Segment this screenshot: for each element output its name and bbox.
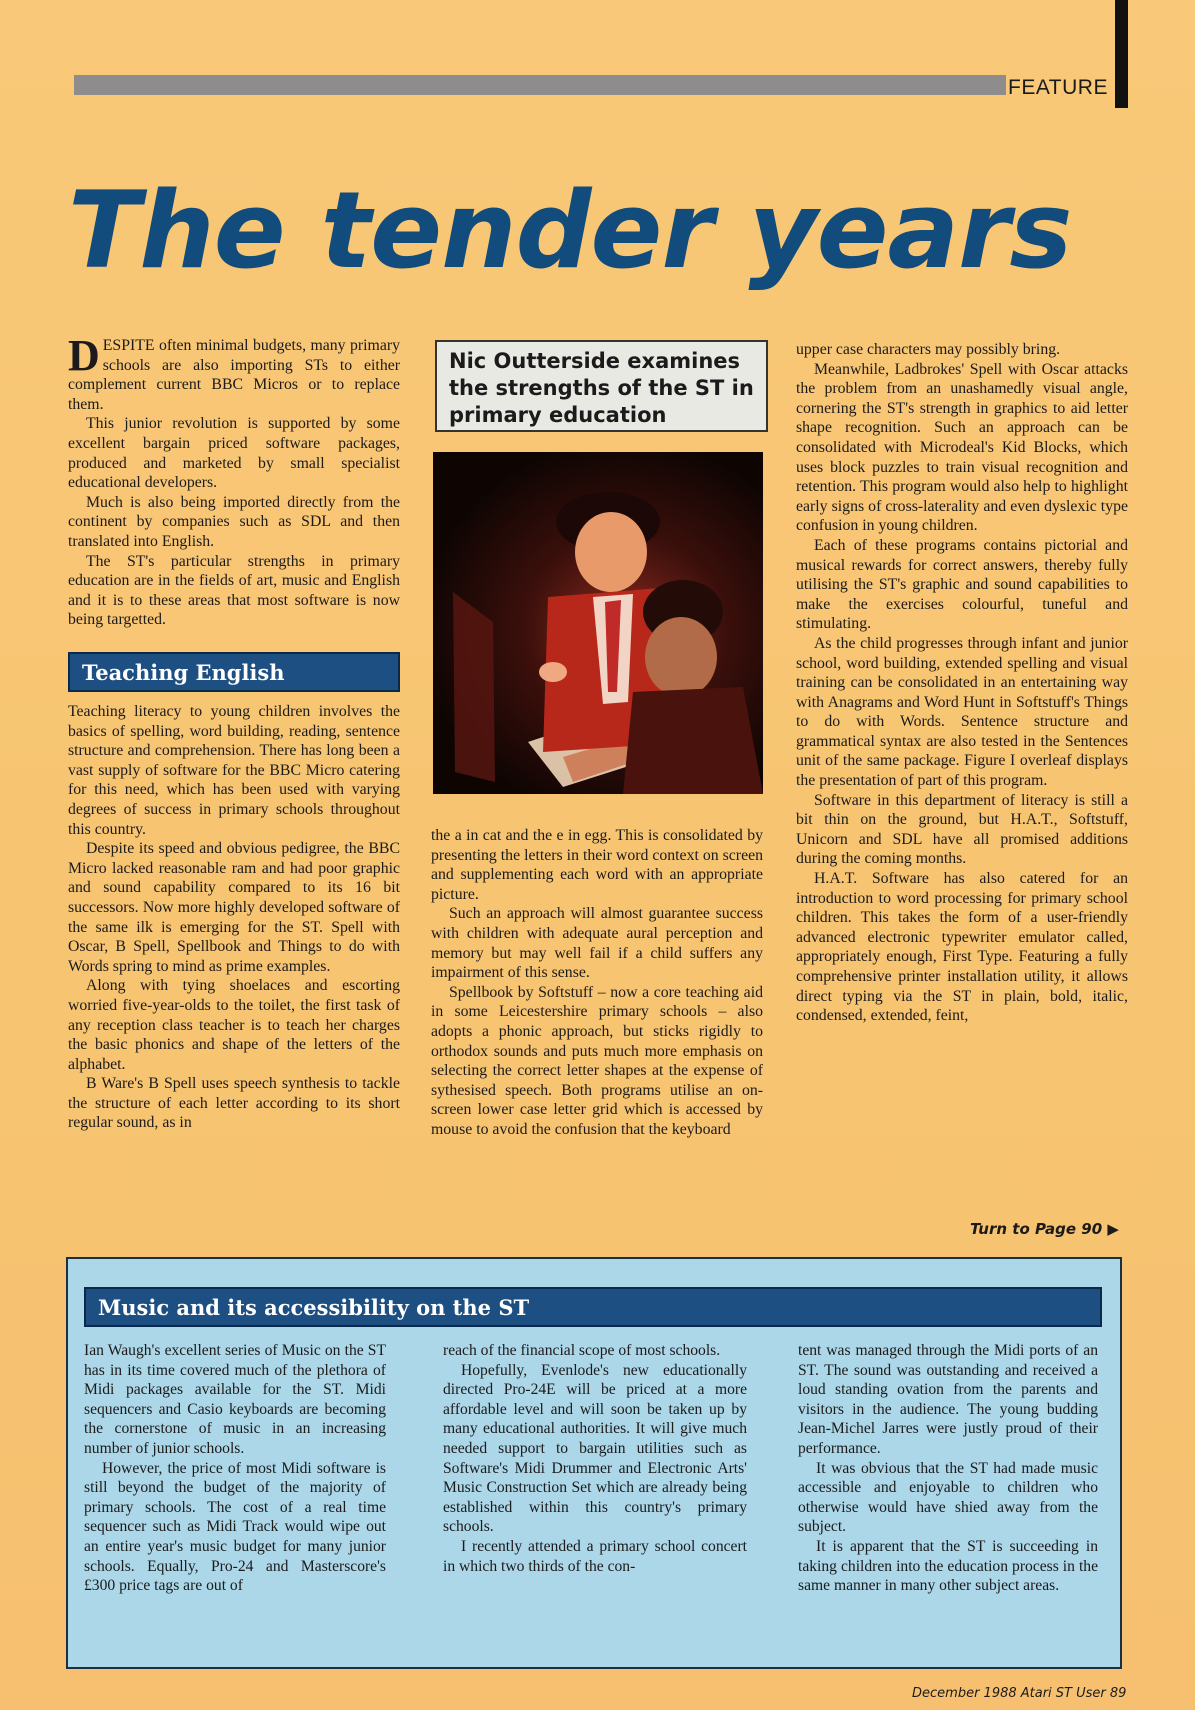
paragraph: the a in cat and the e in egg. This is consolidated by presenting the letters in their word context on screen and supplementing each word with an appropriate picture. [431,827,763,903]
paragraph: tent was managed through the Midi ports of an ST. The sound was outstanding and received a loud standing ovation from the parents and visitors in the audience. The young budding Jean-Michel Jarres were justly proud of their performance. [798,1342,1098,1457]
paragraph: Such an approach will almost guarantee success with children with adequate aural perception and memory but may well fail if a child suffers any impairment of this sense. [431,905,763,982]
paragraph: reach of the financial scope of most schools. [443,1342,721,1359]
paragraph: As the child progresses through infant and junior school, word building, extended spelling and visual training can be consolidated in an entertaining way with Anagrams and Word Hunt in Softstuff's Things to do with Words. Sentence structure and grammatical syntax are also tested in the Sentences unit of the same package. Figure I overleaf displays the presentation of part of this program. [796,634,1128,790]
boxout-column-2 [443,1341,747,1576]
paragraph: upper case characters may possibly bring. [796,341,1061,358]
paragraph: Despite its speed and obvious pedigree, the BBC Micro lacked reasonable ram and had poor graphic and sound capability compared to its 16 bit successors. Now more highly developed software of the same ilk is emerging for the ST. Spell with Oscar, B Spell, Spellbook and Things to do with Words spring to mind as prime examples. [68,840,400,975]
drop-cap: D [68,331,100,380]
column-1 [68,331,400,630]
paragraph: Software in this department of literacy is still a bit thin on the ground, but H.A.T., Softstuff, Unicorn and SDL have all promised additions during the coming months. [796,791,1128,868]
photo-illustration [433,452,763,794]
paragraph: Along with tying shoelaces and escorting worried five-year-olds to the toilet, the first task of any reception class teacher is to teach her charges the basic phonics and shape of the letters of the alphabet. [68,977,400,1073]
boxout-column-3 [798,1341,1098,1596]
paragraph: It was obvious that the ST had made music accessible and enjoyable to children who otherwise would have shied away from the subject. [798,1459,1098,1536]
paragraph: Teaching literacy to young children involves the basics of spelling, word building, reading, sentence structure and comprehension. There has long been a vast supply of software for the BBC Micro catering for this need, which has been used with varying degrees of success in primary schools throughout this country. [68,703,400,838]
intro-paragraph [68,331,400,414]
paragraph: It is apparent that the ST is succeeding in taking children into the education process in the same manner in many other subject areas. [798,1537,1098,1595]
column-2 [431,826,763,1140]
paragraph: Hopefully, Evenlode's new educationally directed Pro-24E will be priced at a more affordable level and will soon be taken up by many educational authorities. It will give much needed support to bargain utilities such as Software's Midi Drummer and Electronic Arts' Music Construction Set which are already being established within this country's primary schools. [443,1361,747,1536]
paragraph: B Ware's B Spell uses speech synthesis to tackle the structure of each letter according to its short regular sound, as in [68,1075,400,1132]
section-label: FEATURE [1008,76,1108,99]
boxout-column-1 [84,1341,386,1596]
page-footer: December 1988 Atari ST User 89 [912,1686,1127,1701]
paragraph: I recently attended a primary school concert in which two thirds of the con- [443,1537,747,1575]
corner-bar [1115,0,1128,108]
column-1-continued [68,702,400,1133]
paragraph: Meanwhile, Ladbrokes' Spell with Oscar attacks the problem from an unashamedly visual angle, cornering the ST's strength in graphics to aid letter shape recognition. Such an approach can be consolidated with Microdeal's Kid Blocks, which uses block puzzles to train visual recognition and retention. This program would also help to highlight early signs of cross-laterality and even dyslexic type confusion in young children. [796,360,1128,535]
standfirst: Nic Outterside examines the strengths of the ST in primary education [435,340,768,432]
paragraph: However, the price of most Midi software is still beyond the budget of the majority of primary schools. The cost of a real time sequencer such as Midi Track would wipe out an entire year's music budget for many junior schools. Equally, Pro-24 and Masterscore's £300 price tags are out of [84,1459,386,1595]
intro-text: ESPITE often minimal budgets, many primary schools are also importing STs to either complement current BBC Micros or to replace them. [68,337,400,413]
paragraph: Ian Waugh's excellent series of Music on the ST has in its time covered much of the plethora of Midi packages available for the ST. Midi sequencers and Casio keyboards are becoming the cornerstone of music in an increasing number of junior schools. [84,1342,386,1457]
headline: The tender years [68,169,1072,292]
paragraph: H.A.T. Software has also catered for an introduction to word processing for primary school children. This takes the form of a user-friendly advanced electronic typewriter emulator called, appropriately enough, First Type. Featuring a fully comprehensive printer installation utility, it allows direct typing via the ST in plain, bold, italic, condensed, extended, feint, [796,870,1128,1025]
music-boxout [66,1257,1122,1669]
paragraph: Each of these programs contains pictorial and musical rewards for correct answers, thereby fully utilising the ST's graphic and sound capabilities to make the exercises colourful, tuneful and stimulating. [796,536,1128,633]
photo-children-at-computer [433,452,763,794]
header-rule [74,75,1006,95]
paragraph: Much is also being imported directly from the continent by companies such as SDL and then translated into English. [68,493,400,550]
subhead-teaching-english: Teaching English [68,652,400,692]
paragraph: This junior revolution is supported by some excellent bargain priced software packages, produced and marketed by small specialist educational developers. [68,415,400,492]
turn-page-link[interactable]: Turn to Page 90 ▶ [970,1220,1119,1238]
paragraph: Spellbook by Softstuff – now a core teaching aid in some Leicestershire primary schools – also adopts a phonic approach, but sticks rigidly to orthodox sounds and puts much more emphasis on selecting the correct letter shapes at the expense of sythesised speech. Both programs utilise an on-screen lower case letter grid which is accessed by mouse to avoid the confusion that the keyboard [431,983,763,1138]
boxout-title: Music and its accessibility on the ST [84,1287,1102,1327]
paragraph: The ST's particular strengths in primary education are in the fields of art, music and English and it is to these areas that most software is now being targetted. [68,552,400,629]
column-3 [796,340,1128,1026]
